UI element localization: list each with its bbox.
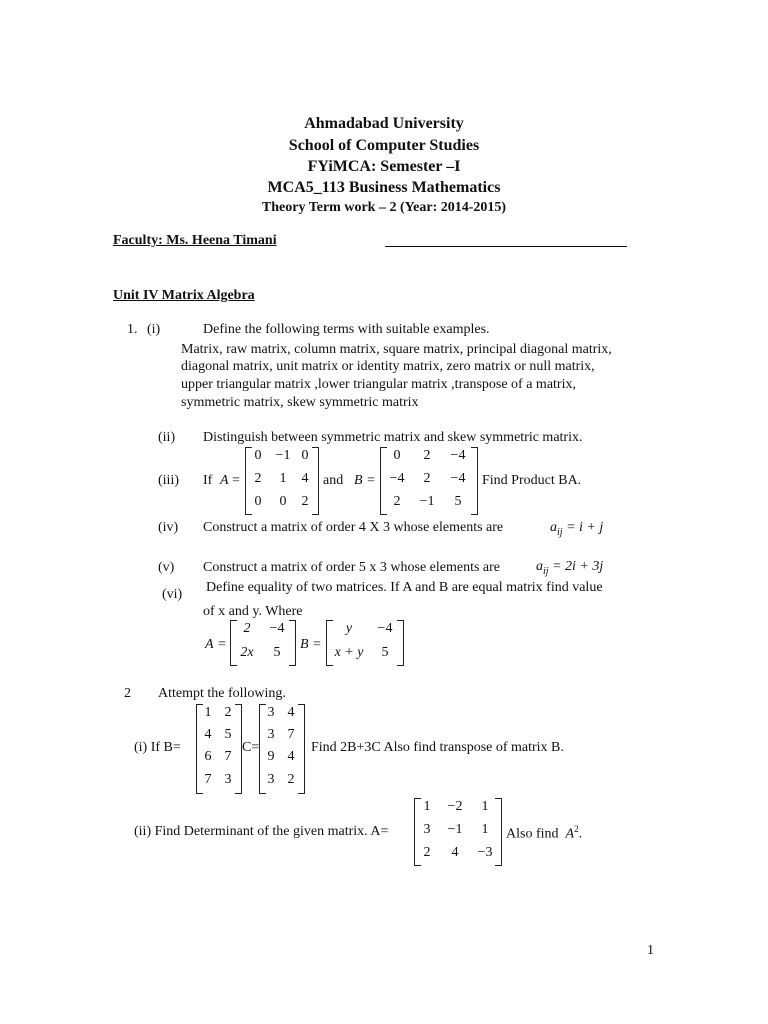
matrix-cell: −4 [377, 621, 393, 636]
matrix-vi-b [326, 620, 404, 666]
matrix-cell: 3 [267, 705, 275, 720]
q1-i-line: diagonal matrix, unit matrix or identity matrix, zero matrix or null matrix, [181, 359, 595, 374]
q2-ii-a: A [565, 826, 575, 842]
matrix-vi-a [230, 620, 296, 666]
q1-vi-text2: of x and y. Where [203, 604, 303, 619]
matrix-cell: 9 [267, 749, 275, 764]
matrix-cell: y [345, 621, 353, 636]
matrix-cell: 5 [224, 727, 232, 742]
q1-vi-eq: = [218, 637, 226, 652]
matrix-cell: 4 [287, 749, 295, 764]
q1-iii-b-name: B [354, 473, 363, 488]
q2-ii-sup: 2 [574, 824, 579, 834]
matrix-cell: 7 [204, 772, 212, 787]
page-number: 1 [647, 943, 654, 958]
q1-ii-label: (ii) [158, 430, 176, 445]
q2-title: Attempt the following. [158, 686, 286, 701]
q1-vi-a-name: A [205, 637, 214, 652]
matrix-cell: 4 [301, 471, 309, 486]
q1-iii-a-name: A [220, 473, 229, 488]
matrix-q2-b [196, 704, 242, 794]
matrix-cell: 7 [224, 749, 232, 764]
matrix-cell: 4 [287, 705, 295, 720]
term-work-title: Theory Term work – 2 (Year: 2014-2015) [261, 200, 507, 215]
matrix-cell: −4 [450, 471, 466, 486]
matrix-cell: 7 [287, 727, 295, 742]
q1-vi-text: Define equality of two matrices. If A and B are equal matrix find value [206, 580, 603, 595]
formula-var: a [550, 520, 557, 535]
matrix-q2-c [259, 704, 305, 794]
matrix-cell: 1 [279, 471, 287, 486]
q2-i-label: (i) If B= [134, 740, 181, 755]
matrix-cell: −1 [275, 448, 291, 463]
q1-vi-b-name: B [300, 637, 309, 652]
q2-i-task: Find 2B+3C Also find transpose of matrix B. [311, 740, 564, 755]
q1-iii-and: and [323, 473, 344, 488]
matrix-cell: 1 [204, 705, 212, 720]
q1-vi-label: (vi) [162, 587, 183, 602]
q1-v-formula [536, 559, 603, 577]
matrix-cell: −2 [447, 799, 463, 814]
q2-i-c-label: C= [242, 740, 260, 755]
q1-v-label: (v) [158, 560, 175, 575]
matrix-a [245, 447, 319, 515]
matrix-cell: 3 [423, 822, 431, 837]
q1-vi-eq: = [313, 637, 321, 652]
matrix-cell: x + y [334, 645, 364, 660]
q1-iii-label: (iii) [158, 473, 179, 488]
q1-iv-label: (iv) [158, 520, 179, 535]
q1-ii-text: Distinguish between symmetric matrix and skew symmetric matrix. [203, 430, 583, 445]
matrix-b [380, 447, 478, 515]
matrix-cell: 3 [267, 772, 275, 787]
matrix-cell: 0 [393, 448, 401, 463]
matrix-cell: −4 [450, 448, 466, 463]
unit-title: Unit IV Matrix Algebra [113, 288, 255, 303]
university-name: Ahmadabad University [304, 115, 464, 132]
school-name: School of Computer Studies [288, 137, 480, 154]
q1-v-text: Construct a matrix of order 5 x 3 whose elements are [203, 560, 501, 575]
matrix-cell: −1 [419, 494, 435, 509]
matrix-cell: −3 [477, 845, 493, 860]
matrix-cell: 1 [481, 822, 489, 837]
matrix-cell: −4 [269, 621, 285, 636]
q1-iii-if: If [203, 473, 213, 488]
q1-iii-task: Find Product BA. [482, 473, 582, 488]
q1-i-label: (i) [147, 322, 161, 337]
matrix-cell: 5 [381, 645, 389, 660]
q1-i-line: symmetric matrix, skew symmetric matrix [181, 395, 419, 410]
formula-rhs: = 2i + 3j [548, 559, 604, 574]
q1-iii-eq: = [232, 473, 240, 488]
formula-var: a [536, 559, 543, 574]
faculty-line [113, 233, 277, 249]
matrix-cell: 0 [254, 448, 262, 463]
matrix-cell: 0 [301, 448, 309, 463]
matrix-cell: 4 [204, 727, 212, 742]
formula-rhs: = i + j [562, 520, 604, 535]
matrix-cell: 2 [301, 494, 309, 509]
matrix-cell: 2 [243, 621, 251, 636]
q2-ii-end: . [578, 826, 583, 842]
matrix-cell: 1 [423, 799, 431, 814]
q1-iv-formula [550, 520, 603, 538]
q1-iv-text: Construct a matrix of order 4 X 3 whose elements are [203, 520, 504, 535]
q1-iii-eq: = [367, 473, 375, 488]
q1-i-line: Matrix, raw matrix, column matrix, square matrix, principal diagonal matrix, [181, 342, 612, 357]
matrix-cell: 2 [423, 448, 431, 463]
faculty-name: Faculty: Ms. Heena Timani [113, 233, 277, 248]
matrix-cell: 2 [254, 471, 262, 486]
matrix-cell: 1 [481, 799, 489, 814]
matrix-cell: −1 [447, 822, 463, 837]
matrix-cell: 2 [423, 471, 431, 486]
q1-i-text: Define the following terms with suitable examples. [203, 322, 490, 337]
program-name: FYiMCA: Semester –I [307, 158, 461, 175]
matrix-cell: 3 [224, 772, 232, 787]
matrix-cell: 2 [423, 845, 431, 860]
matrix-cell: 0 [254, 494, 262, 509]
matrix-cell: 6 [204, 749, 212, 764]
matrix-cell: 4 [451, 845, 459, 860]
matrix-cell: 2 [393, 494, 401, 509]
q2-number: 2 [124, 686, 131, 701]
matrix-cell: 5 [454, 494, 462, 509]
q1-i-line: upper triangular matrix ,lower triangular matrix ,transpose of a matrix, [181, 377, 576, 392]
formula-sub: ij [543, 565, 549, 577]
q2-ii-label: (ii) Find Determinant of the given matrix. A= [134, 824, 389, 839]
q2-ii-task [506, 824, 582, 843]
matrix-cell: 0 [279, 494, 287, 509]
matrix-cell: 2 [224, 705, 232, 720]
q2-ii-task-text: Also find [506, 826, 559, 842]
matrix-cell: 3 [267, 727, 275, 742]
q1-number: 1. [127, 322, 138, 337]
matrix-q2-a [414, 798, 502, 866]
matrix-cell: 2x [240, 645, 254, 660]
matrix-cell: −4 [389, 471, 405, 486]
matrix-cell: 2 [287, 772, 295, 787]
course-title: MCA5_113 Business Mathematics [267, 179, 501, 196]
faculty-underline [385, 246, 627, 247]
matrix-cell: 5 [273, 645, 281, 660]
formula-sub: ij [557, 526, 563, 538]
